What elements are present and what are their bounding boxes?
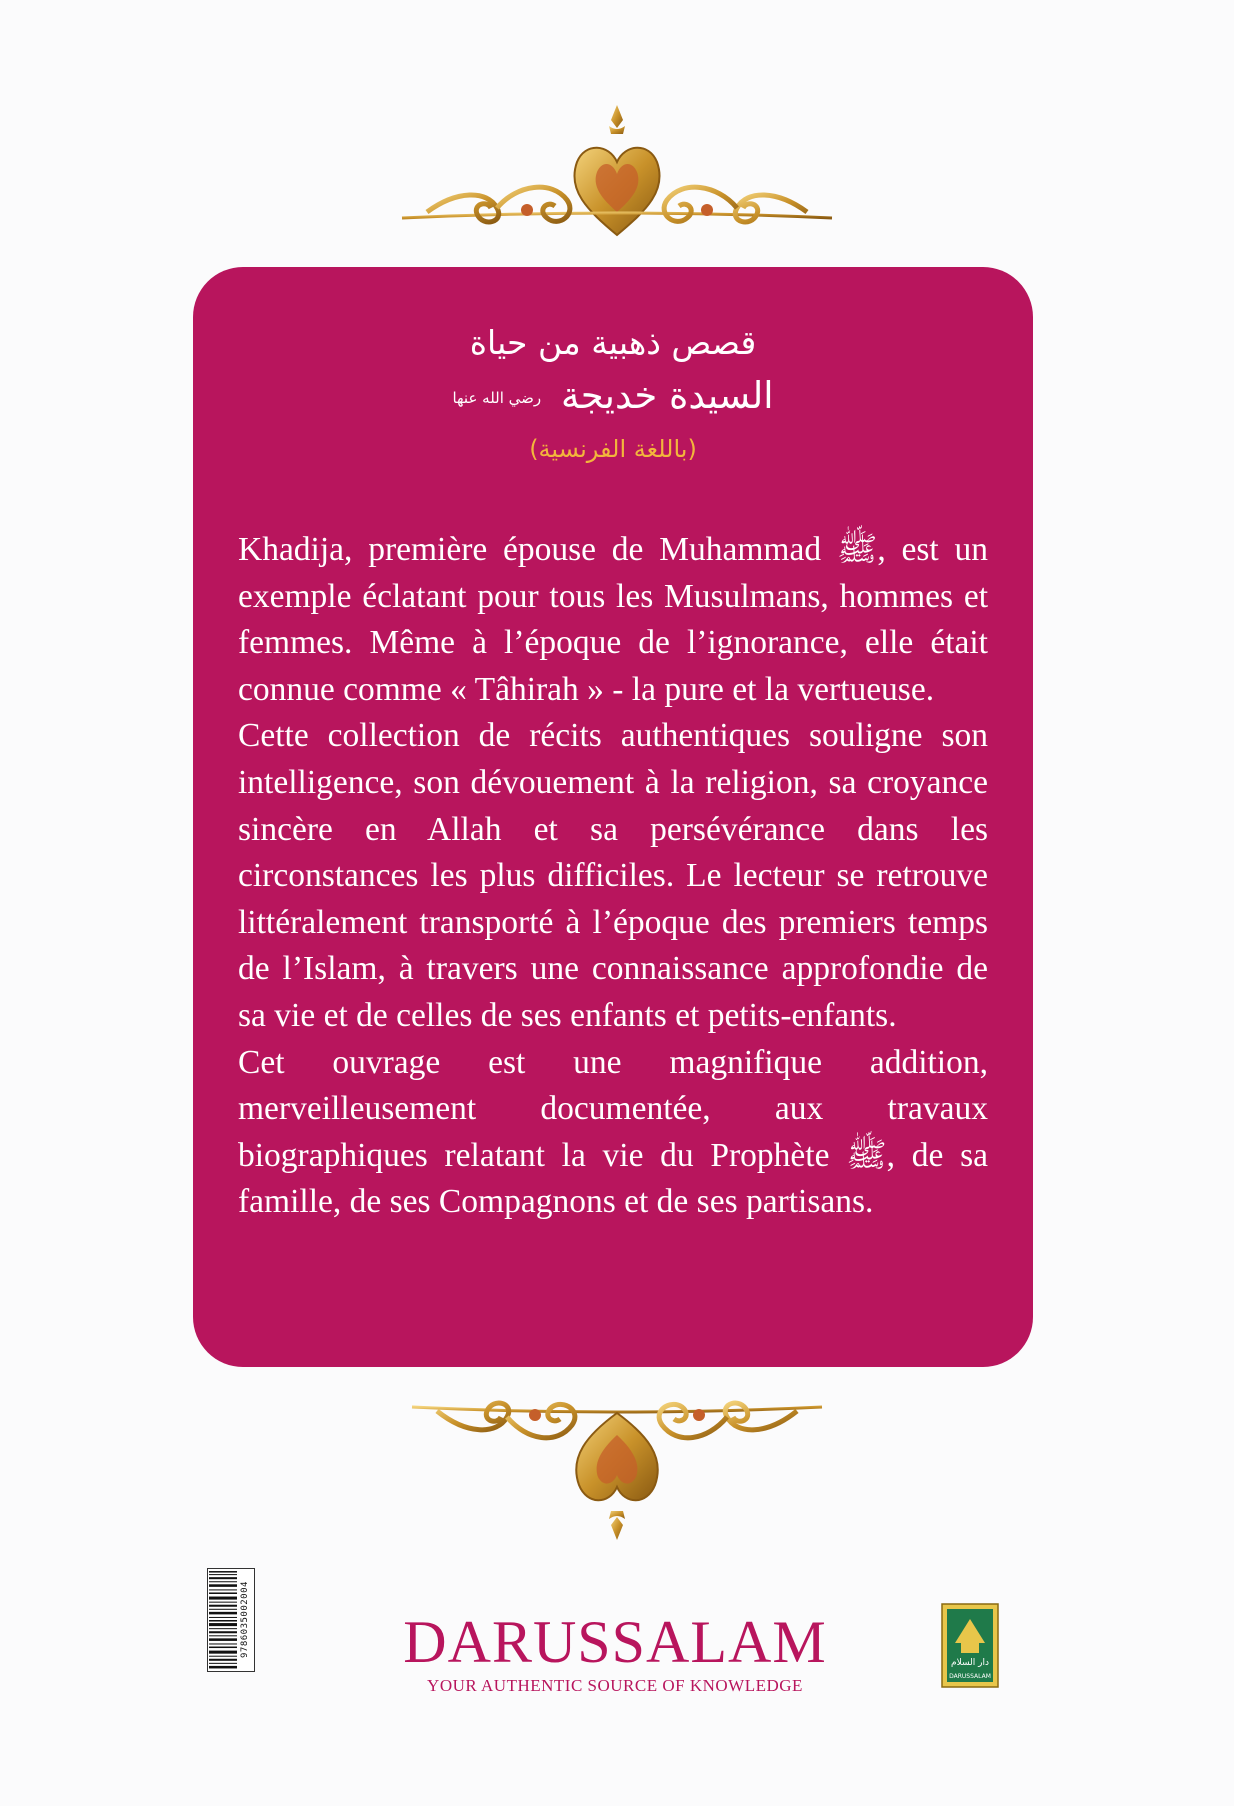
arabic-title-name: السيدة خديجة <box>560 374 774 417</box>
barcode-digits: 9786035002004 <box>240 1581 250 1659</box>
arabic-title-block <box>193 319 1033 471</box>
description-paragraph: Khadija, première épouse de Muhammad ﷺ, est un exemple éclatant pour tous les Musulmans, hommes et femmes. Même à l’époque de l’ignorance, elle était connue comme « Tâhirah » - la pure et la vertueuse. <box>238 531 988 708</box>
description-paragraph: Cette collection de récits authentiques souligne son intelligence, son dévouement à la religion, sa croyance sincère en Allah et sa persévérance dans les circonstances les plus difficiles. Le lecteur se retrouve littéralement transporté à l’époque des premiers temps de l’Islam, à travers une connaissance approfondie de sa vie et de celles de ses enfants et petits-enfants. <box>238 717 988 1034</box>
publisher-tagline: YOUR AUTHENTIC SOURCE OF KNOWLEDGE <box>427 1676 803 1695</box>
arabic-title-line2 <box>193 367 1033 427</box>
bottom-floral-ornament <box>397 1395 837 1545</box>
description-panel <box>193 267 1033 1367</box>
arabic-honorific: رضي الله عنها <box>452 388 542 407</box>
description-paragraph: Cet ouvrage est une magnifique addition, merveilleusement documentée, aux travaux biographiques relatant la vie du Prophète ﷺ, de sa famille, de ses Compagnons et de ses partisans. <box>238 1043 988 1221</box>
arabic-title-line1: قصص ذهبية من حياة <box>469 323 757 362</box>
logo-arabic-text: دار السلام <box>951 1658 989 1668</box>
darussalam-logo <box>941 1603 999 1688</box>
top-floral-ornament <box>387 100 847 250</box>
logo-label-text: DARUSSALAM <box>949 1673 991 1680</box>
publisher-name: DARUSSALAM <box>403 1609 827 1675</box>
publisher-branding <box>355 1610 875 1696</box>
arabic-language-note: (باللغة الفرنسية) <box>529 434 697 463</box>
isbn-barcode <box>207 1568 255 1672</box>
barcode-bars <box>208 1569 238 1671</box>
description-text <box>238 527 988 1226</box>
